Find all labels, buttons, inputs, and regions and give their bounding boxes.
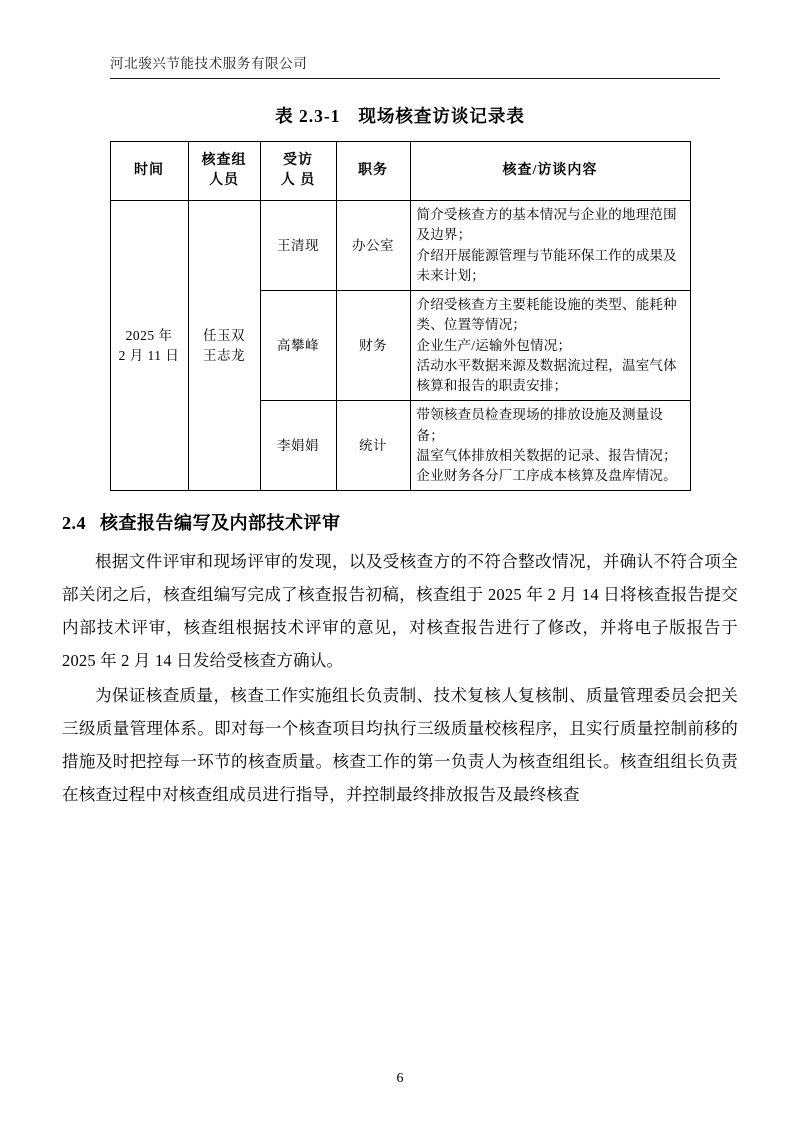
cell-content-3 [410, 401, 690, 491]
column-header-team: 核查组 人员 [188, 142, 260, 201]
table-header-row [110, 142, 690, 201]
content-line: 介绍开展能源管理与节能环保工作的成果及未来计划； [416, 247, 677, 283]
content-line: 带领核查员检查现场的排放设施及测量设备； [416, 407, 664, 443]
table-caption [62, 103, 738, 128]
section-number: 2.4 [62, 513, 86, 534]
cell-role-2: 财务 [336, 291, 410, 401]
cell-content-1 [410, 201, 690, 291]
content-line: 企业生产/运输外包情况； [416, 337, 572, 353]
table-caption-title: 现场核查访谈记录表 [358, 106, 525, 127]
content-line: 介绍受核查方主要耗能设施的类型、能耗种类、位置等情况； [416, 297, 677, 333]
body-paragraph-2: 为保证核查质量，核查工作实施组长负责制、技术复核人复核制、质量管理委员会把关三级质量管理体系。即对每一个核查项目均执行三级质量校核程序，且实行质量控制前移的措施及时把控每一环节的核查质量。核查工作的第一负责人为核查组组长。核查组组长负责在核查过程中对核查组成员进行指导，并控制最终排放报告及最终核查 [62, 686, 738, 805]
content-line: 活动水平数据来源及数据流过程，温室气体核算和报告的职责安排； [416, 357, 677, 394]
table-row [110, 201, 690, 291]
cell-role-1: 办公室 [336, 201, 410, 291]
cell-role-3: 统计 [336, 401, 410, 491]
column-header-time: 时间 [110, 142, 188, 201]
body-paragraph-1: 根据文件评审和现场评审的发现，以及受核查方的不符合整改情况，并确认不符合项全部关闭之后，核查组编写完成了核查报告初稿，核查组于 2025 年 2 月 14 日将核查报告提交内部技术评审，核查组根据技术评审的意见，对核查报告进行了修改，并将电子版报告于 2025 年 2 月 14 日发给受核查方确认。 [62, 552, 738, 671]
column-header-person: 受访 人 员 [260, 142, 336, 201]
cell-person-3: 李娟娟 [260, 401, 336, 491]
cell-time: 2025 年 2 月 11 日 [110, 201, 188, 491]
cell-person-1: 王清现 [260, 201, 336, 291]
table-caption-number: 表 2.3-1 [275, 106, 341, 127]
column-header-content: 核查/访谈内容 [410, 142, 690, 201]
company-name: 河北骏兴节能技术服务有限公司 [110, 56, 308, 71]
column-header-role: 职务 [336, 142, 410, 201]
cell-content-2 [410, 291, 690, 401]
interview-record-table [110, 141, 691, 491]
content-line: 简介受核查方的基本情况与企业的地理范围及边界； [416, 207, 677, 243]
section-heading [62, 509, 738, 535]
page-number: 6 [396, 1071, 404, 1086]
content-line: 温室气体排放相关数据的记录、报告情况；企业财务各分厂工序成本核算及盘库情况。 [416, 447, 677, 484]
page-header [110, 56, 720, 79]
cell-team-members: 任玉双 王志龙 [188, 201, 260, 491]
section-title: 核查报告编写及内部技术评审 [100, 513, 341, 534]
cell-person-2: 高攀峰 [260, 291, 336, 401]
